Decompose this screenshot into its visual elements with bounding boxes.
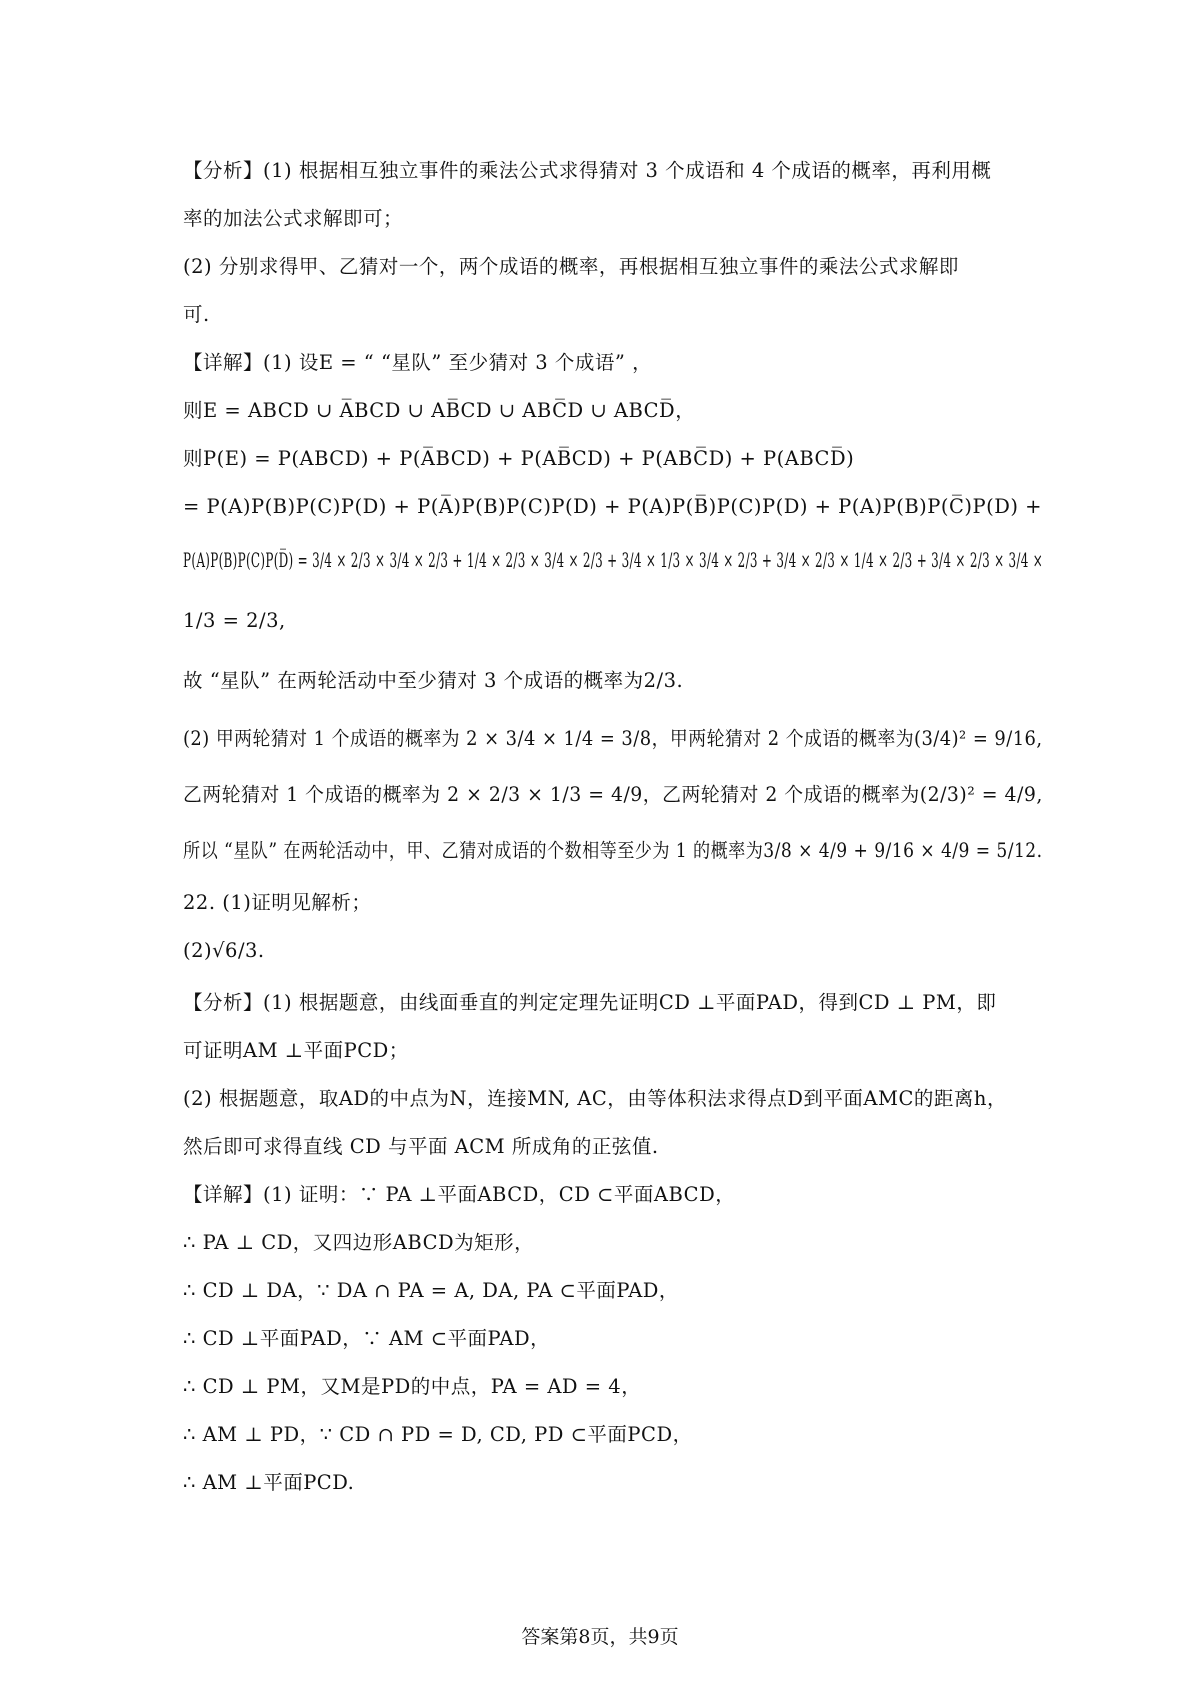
text-line: P(A)P(B)P(C)P(D̅) = 3/4 × 2/3 × 3/4 × 2/3 + 1/4 × 2/3 × 3/4 × 2/3 + 3/4 × 1/3 × 3/4 × 2/3 + 3/4 × 2/3 × 1/4 × 2/3 + 3/4 × 2/3 × 3/4 ×: [183, 549, 1044, 572]
text-line: 【分析】(1) 根据题意，由线面垂直的判定定理先证明CD ⊥平面PAD，得到CD ⊥ PM，即: [183, 991, 997, 1014]
text-line: 【分析】(1) 根据相互独立事件的乘法公式求得猜对 3 个成语和 4 个成语的概率，再利用概: [183, 159, 992, 182]
text-line: (2) 甲两轮猜对 1 个成语的概率为 2 × 3/4 × 1/4 = 3/8，甲两轮猜对 2 个成语的概率为(3/4)² = 9/16,: [183, 727, 1043, 750]
text-line: (2)√6/3.: [183, 939, 265, 962]
text-line: 22. (1)证明见解析；: [183, 891, 372, 914]
text-line: 可.: [183, 303, 210, 326]
text-line: ∴ CD ⊥平面PAD，∵ AM ⊂平面PAD，: [183, 1327, 551, 1350]
text-line: 1/3 = 2/3,: [183, 609, 286, 632]
text-line: = P(A)P(B)P(C)P(D) + P(A̅)P(B)P(C)P(D) + P(A)P(B̅)P(C)P(D) + P(A)P(B)P(C̅)P(D) +: [183, 495, 1043, 518]
text-line: 【详解】(1) 设E = “ “星队” 至少猜对 3 个成语” ，: [183, 351, 653, 374]
text-line: (2) 根据题意，取AD的中点为N，连接MN, AC，由等体积法求得点D到平面AMC的距离h，: [183, 1087, 1007, 1110]
text-line: ∴ CD ⊥ PM，又M是PD的中点，PA = AD = 4，: [183, 1375, 642, 1398]
text-line: ∴ AM ⊥ PD，∵ CD ∩ PD = D, CD, PD ⊂平面PCD，: [183, 1423, 693, 1446]
text-line: 则E = ABCD ∪ A̅BCD ∪ AB̅CD ∪ ABC̅D ∪ ABCD̅，: [183, 399, 696, 422]
text-line: 故 “星队” 在两轮活动中至少猜对 3 个成语的概率为2/3.: [183, 669, 684, 692]
text-line: 则P(E) = P(ABCD) + P(A̅BCD) + P(AB̅CD) + P(ABC̅D) + P(ABCD̅): [183, 447, 855, 470]
text-line: ∴ AM ⊥平面PCD.: [183, 1471, 355, 1494]
text-line: 可证明AM ⊥平面PCD；: [183, 1039, 409, 1062]
text-line: 【详解】(1) 证明：∵ PA ⊥平面ABCD，CD ⊂平面ABCD，: [183, 1183, 736, 1206]
text-line: 所以 “星队” 在两轮活动中，甲、乙猜对成语的个数相等至少为 1 的概率为3/8 × 4/9 + 9/16 × 4/9 = 5/12.: [183, 839, 1043, 862]
text-line: (2) 分别求得甲、乙猜对一个，两个成语的概率，再根据相互独立事件的乘法公式求解即: [183, 255, 959, 278]
text-line: 然后即可求得直线 CD 与平面 ACM 所成角的正弦值.: [183, 1135, 659, 1158]
text-line: ∴ PA ⊥ CD，又四边形ABCD为矩形，: [183, 1231, 535, 1254]
page-footer: 答案第8页，共9页: [521, 1626, 679, 1648]
text-line: 率的加法公式求解即可；: [183, 207, 404, 230]
text-line: ∴ CD ⊥ DA，∵ DA ∩ PA = A, DA, PA ⊂平面PAD，: [183, 1279, 679, 1302]
text-line: 乙两轮猜对 1 个成语的概率为 2 × 2/3 × 1/3 = 4/9，乙两轮猜对 2 个成语的概率为(2/3)² = 4/9,: [183, 783, 1043, 806]
